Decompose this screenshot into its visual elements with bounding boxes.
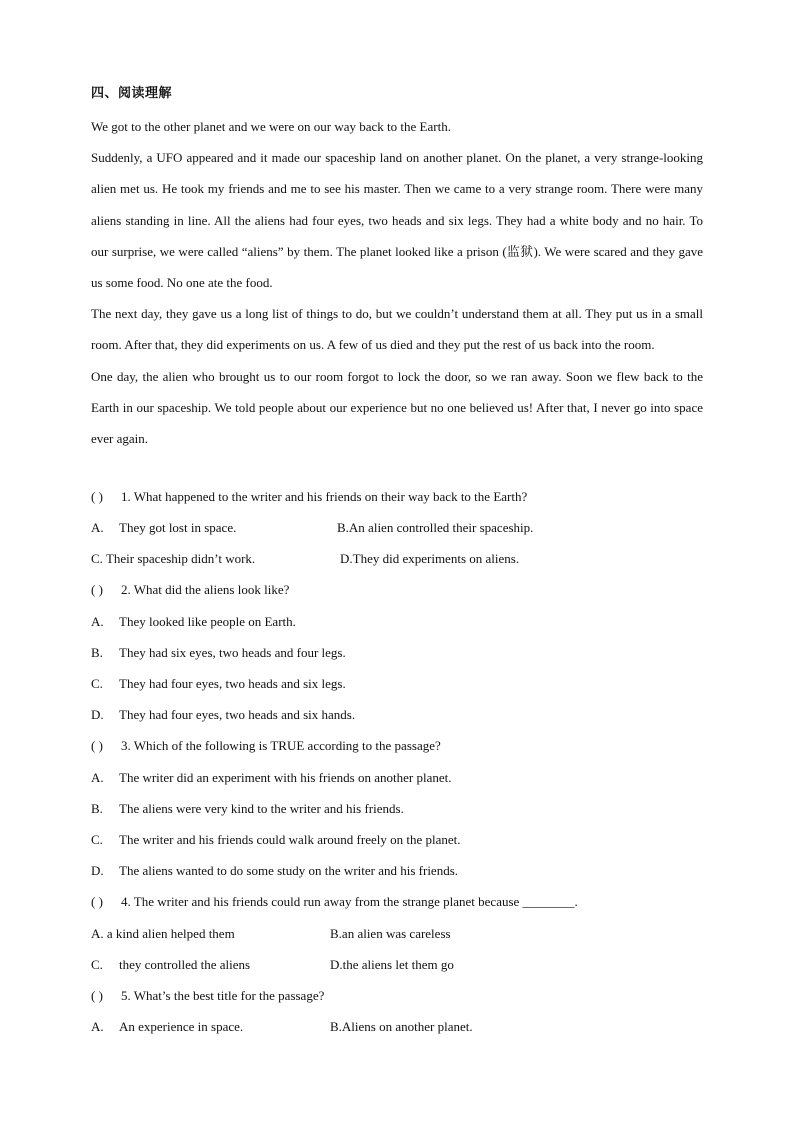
question-text: 4. The writer and his friends could run away from the strange planet because ________. — [121, 894, 578, 909]
question-1-option-a — [91, 518, 236, 538]
option-letter: C. — [91, 551, 103, 566]
answer-blank[interactable]: ( ) — [91, 988, 103, 1003]
option-letter: D. — [330, 957, 343, 972]
option-text: the aliens let them go — [342, 957, 454, 972]
option-text: they controlled the aliens — [119, 957, 251, 972]
option-letter: B. — [337, 520, 349, 535]
answer-blank[interactable]: ( ) — [91, 582, 103, 597]
question-3-option-c — [91, 830, 461, 850]
question-1-option-c — [91, 549, 255, 569]
section-title: 四、阅读理解 — [91, 86, 173, 101]
option-text: The aliens were very kind to the writer and his friends. — [119, 801, 404, 816]
passage-paragraph: We got to the other planet and we were on our way back to the Earth. — [91, 119, 451, 134]
option-text: an alien was careless — [341, 926, 451, 941]
question-4-option-d — [330, 955, 454, 975]
question-1-stem — [91, 487, 527, 507]
option-text: Aliens on another planet. — [341, 1019, 473, 1034]
question-2-stem — [91, 580, 289, 600]
option-letter: B. — [330, 1019, 342, 1034]
question-2-option-a — [91, 612, 296, 632]
question-text: 2. What did the aliens look like? — [121, 582, 290, 597]
passage-paragraph: Suddenly, a UFO appeared and it made our spaceship land on another planet. On the planet, a very strange-looking alien met us. He took my friends and me to see his master. Then we came to a very strange room. There were many aliens standing in line. All the aliens had four eyes, two heads and six legs. They had a white body and no hair. To our surprise, we were called “aliens” by them. The planet looked like a prison (监狱). We were scared and they gave us some food. No one ate the food. — [91, 150, 703, 291]
option-text: The writer and his friends could walk around freely on the planet. — [119, 832, 461, 847]
answer-blank[interactable]: ( ) — [91, 894, 103, 909]
option-letter: A. — [91, 926, 104, 941]
question-2-option-c — [91, 674, 346, 694]
option-letter: B. — [330, 926, 342, 941]
question-2-option-d — [91, 705, 355, 725]
option-text: The writer did an experiment with his friends on another planet. — [119, 770, 452, 785]
option-text: They had four eyes, two heads and six hands. — [119, 707, 356, 722]
option-letter: D. — [91, 707, 104, 722]
option-letter: C. — [91, 676, 103, 691]
question-5-option-b — [330, 1017, 473, 1037]
passage-paragraph: One day, the alien who brought us to our room forgot to lock the door, so we ran away. Soon we flew back to the Earth in our spaceship. We told people about our experience but no one believed us! After that, I never go into space ever again. — [91, 368, 703, 447]
option-text: An alien controlled their spaceship. — [348, 520, 534, 535]
option-text: They had six eyes, two heads and four legs. — [119, 645, 346, 660]
answer-blank[interactable]: ( ) — [91, 738, 103, 753]
option-letter: B. — [91, 801, 103, 816]
question-1-option-d — [340, 549, 519, 569]
option-letter: A. — [91, 1019, 104, 1034]
option-letter: D. — [340, 551, 353, 566]
option-text: They did experiments on aliens. — [352, 551, 520, 566]
reading-passage — [91, 111, 703, 454]
option-text: They had four eyes, two heads and six legs. — [119, 676, 346, 691]
question-4-option-b — [330, 924, 451, 944]
option-letter: A. — [91, 770, 104, 785]
question-4-option-a — [91, 924, 235, 944]
option-text: They got lost in space. — [119, 520, 237, 535]
question-5-option-a — [91, 1017, 243, 1037]
question-3-option-d — [91, 861, 458, 881]
question-2-option-b — [91, 643, 346, 663]
question-text: 3. Which of the following is TRUE according to the passage? — [121, 738, 441, 753]
answer-blank[interactable]: ( ) — [91, 489, 103, 504]
option-letter: A. — [91, 520, 104, 535]
option-letter: C. — [91, 957, 103, 972]
question-3-option-a — [91, 768, 451, 788]
question-5-stem — [91, 986, 324, 1006]
option-letter: C. — [91, 832, 103, 847]
option-text: An experience in space. — [119, 1019, 244, 1034]
question-4-stem — [91, 892, 578, 912]
option-text: Their spaceship didn’t work. — [105, 551, 256, 566]
option-text: The aliens wanted to do some study on the writer and his friends. — [119, 863, 459, 878]
option-letter: B. — [91, 645, 103, 660]
question-text: 1. What happened to the writer and his friends on their way back to the Earth? — [121, 489, 528, 504]
question-1-option-b — [337, 518, 533, 538]
passage-paragraph: The next day, they gave us a long list of things to do, but we couldn’t understand them at all. They put us in a small room. After that, they did experiments on us. A few of us died and they put the rest of us back into the room. — [91, 306, 703, 353]
question-text: 5. What’s the best title for the passage? — [121, 988, 325, 1003]
option-text: They looked like people on Earth. — [119, 614, 296, 629]
option-text: a kind alien helped them — [106, 926, 235, 941]
question-4-option-c — [91, 955, 250, 975]
question-3-stem — [91, 736, 441, 756]
option-letter: A. — [91, 614, 104, 629]
option-letter: D. — [91, 863, 104, 878]
question-3-option-b — [91, 799, 404, 819]
